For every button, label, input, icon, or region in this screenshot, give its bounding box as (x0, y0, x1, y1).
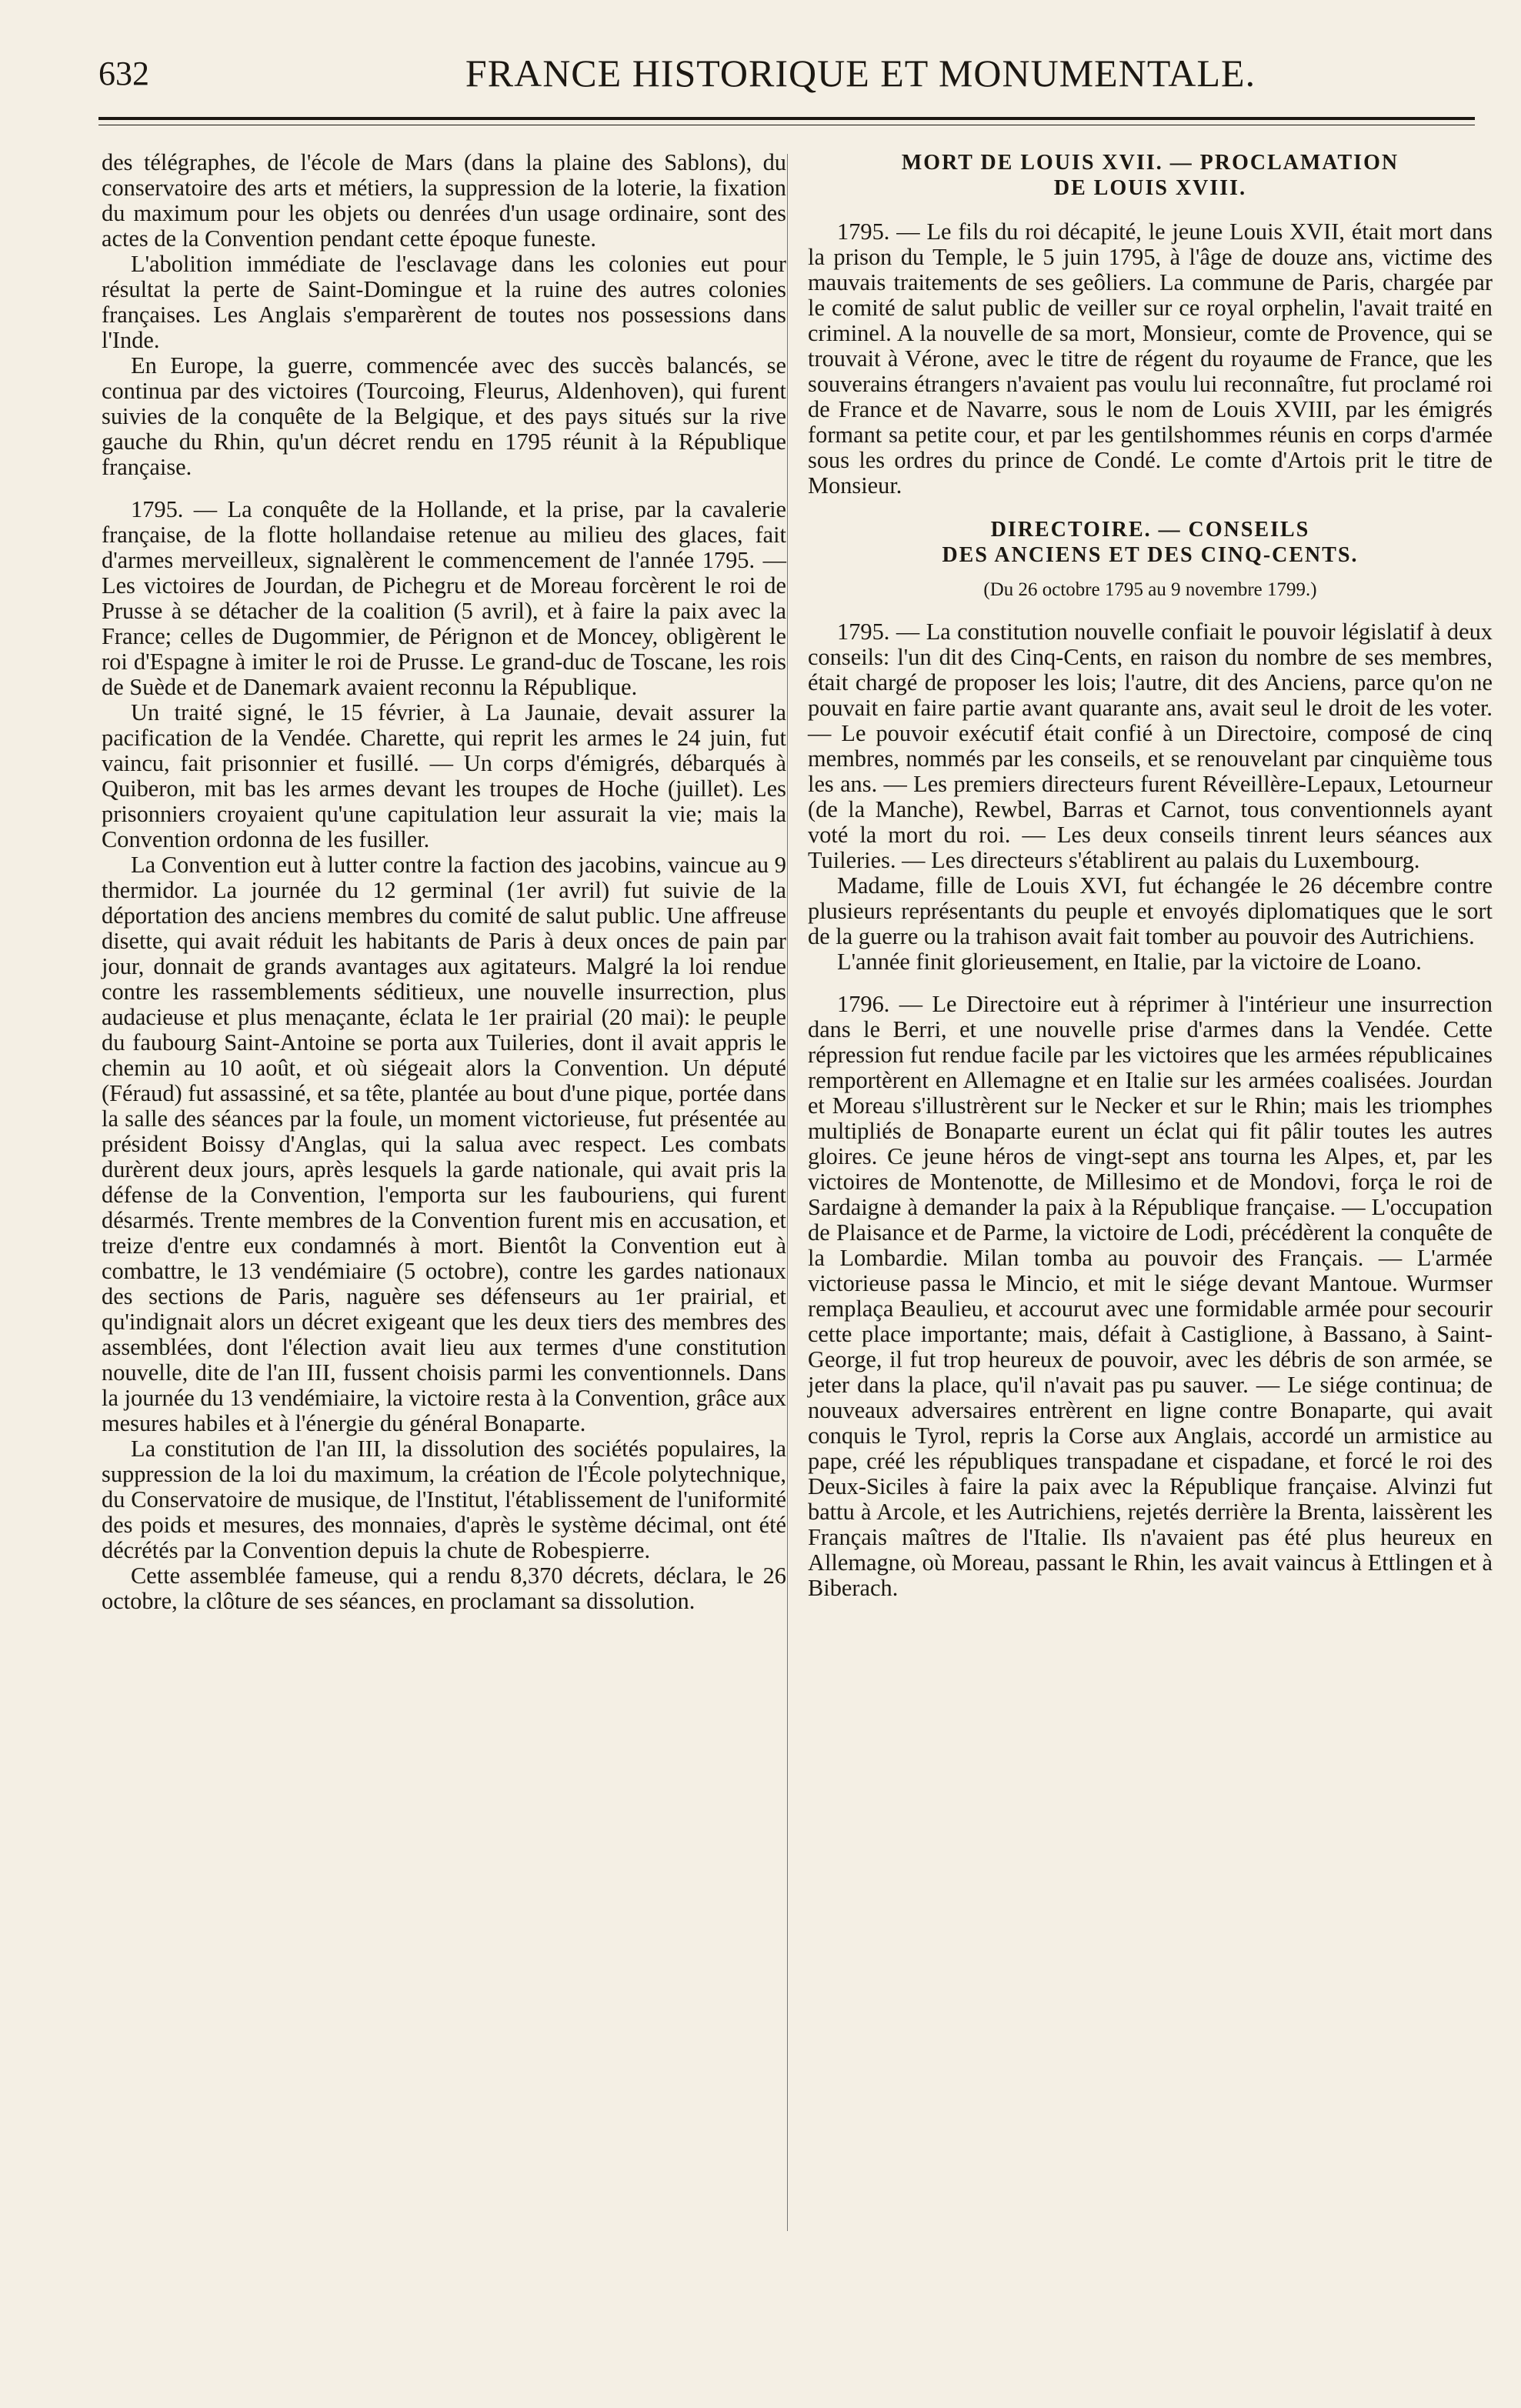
section-subheading: (Du 26 octobre 1795 au 9 novembre 1799.) (983, 579, 1317, 600)
paragraph: L'année finit glorieusement, en Italie, par la victoire de Loano. (837, 949, 1422, 975)
paragraph: 1795. — La constitution nouvelle confiait le pouvoir législatif à deux conseils: l'un dit des Cinq-Cents, en raison du nombre de ses membres, était chargé de proposer les lois; l'autre, dit des Anciens, parce qu'on ne pouvait en faire partie avant quarante ans, avait seul le droit de les voter. — Le pouvoir exécutif était confié à un Directoire, composé de cinq membres, nommés par les conseils, et se renouvelant par cinquième tous les ans. — Les premiers directeurs furent Réveillère-Lepaux, Letourneur (de la Manche), Rewbel, Barras et Carnot, tous conventionnels ayant voté la mort du roi. — Les deux conseils tinrent leurs séances aux Tuileries. — Les directeurs s'établirent au palais du Luxembourg. (808, 619, 1493, 873)
paragraph: L'abolition immédiate de l'esclavage dans les colonies eut pour résultat la perte de Saint-Domingue et la ruine des autres colonies françaises. Les Anglais s'emparèrent de toutes nos possessions dans l'Inde. (102, 251, 786, 353)
right-column (808, 150, 1493, 1601)
paragraph: La constitution de l'an III, la dissolution des sociétés populaires, la suppression de la loi du maximum, la création de l'École polytechnique, du Conservatoire de musique, de l'Institut, l'établissement de l'uniformité des poids et mesures, des monnaies, d'après le système décimal, ont été décrétés par la Convention depuis la chute de Robespierre. (102, 1436, 786, 1563)
left-column (102, 150, 786, 1614)
header-rule (98, 117, 1475, 120)
paragraph: 1795. — La conquête de la Hollande, et la prise, par la cavalerie française, de la flotte hollandaise retenue au milieu des glaces, fait d'armes merveilleux, signalèrent le commencement de l'année 1795. — Les victoires de Jourdan, de Pichegru et de Moreau forcèrent le roi de Prusse à se détacher de la coalition (5 avril), et à faire la paix avec la France; celles de Dugommier, de Pérignon et de Moncey, obligèrent le roi d'Espagne à imiter le roi de Prusse. Le grand-duc de Toscane, les rois de Suède et de Danemark avaient reconnu la République. (102, 496, 786, 700)
section-heading: DES ANCIENS ET DES CINQ-CENTS. (942, 543, 1359, 567)
paragraph: Un traité signé, le 15 février, à La Jaunaie, devait assurer la pacification de la Vendée. Charette, qui reprit les armes le 24 juin, fut vaincu, fait prisonnier et fusillé. — Un corps d'émigrés, débarqués à Quiberon, mit bas les armes devant les troupes de Hoche (juillet). Les prisonniers croyaient qu'une capitulation leur assurait la vie; mais la Convention ordonna de les fusiller. (102, 699, 786, 852)
section-heading: DE LOUIS XVIII. (1053, 176, 1247, 200)
section-heading: DIRECTOIRE. — CONSEILS (990, 518, 1310, 542)
paragraph: des télégraphes, de l'école de Mars (dans la plaine des Sablons), du conservatoire des arts et métiers, la suppression de la loterie, la fixation du maximum pour les objets ou denrées d'un usage ordinaire, sont des actes de la Convention pendant cette époque funeste. (102, 149, 786, 252)
page-title: FRANCE HISTORIQUE ET MONUMENTALE. (465, 52, 1256, 95)
paragraph: 1795. — Le fils du roi décapité, le jeune Louis XVII, était mort dans la prison du Temple, le 5 juin 1795, à l'âge de douze ans, victime des mauvais traitements de ses geôliers. La commune de Paris, chargée par le comité de salut public de veiller sur ce royal orphelin, l'avait traité en criminel. A la nouvelle de sa mort, Monsieur, comte de Provence, qui se trouvait à Vérone, avec le titre de régent du royaume de France, que les souverains étrangers n'avaient pas voulu lui reconnaître, fut proclamé roi de France et de Navarre, sous le nom de Louis XVIII, par les émigrés formant sa petite cour, et par les gentilshommes réunis en corps d'armée sous les ordres du prince de Condé. Le comte d'Artois prit le titre de Monsieur. (808, 218, 1493, 499)
page-number: 632 (98, 55, 149, 92)
paragraph: La Convention eut à lutter contre la faction des jacobins, vaincue au 9 thermidor. La journée du 12 germinal (1er avril) fut suivie de la déportation des anciens membres du comité de salut public. Une affreuse disette, qui avait réduit les habitants de Paris à deux onces de pain par jour, donnait de grands avantages aux agitateurs. Malgré la loi rendue contre les rassemblements séditieux, une nouvelle insurrection, plus audacieuse et plus menaçante, éclata le 1er prairial (20 mai): le peuple du faubourg Saint-Antoine se porta aux Tuileries, dont il avait appris le chemin au 10 août, et où siégeait alors la Convention. Un député (Féraud) fut assassiné, et sa tête, plantée au bout d'une pique, portée dans la salle des séances par la foule, un moment victorieuse, fut présentée au président Boissy d'Anglas, qui la salua avec respect. Les combats durèrent deux jours, après lesquels la garde nationale, qui avait pris la défense de la Convention, l'emporta sur les faubouriens, qui furent désarmés. Trente membres de la Convention furent mis en accusation, et treize d'entre eux condamnés à mort. Bientôt la Convention eut à combattre, le 13 vendémiaire (5 octobre), contre les gardes nationaux des sections de Paris, naguère ses défenseurs au 1er prairial, et qu'indignait alors un décret exigeant que les deux tiers des membres des assemblées, dont l'élection avait lieu aux termes d'une constitution nouvelle, dite de l'an III, fussent choisis parmi les conventionnels. Dans la journée du 13 vendémiaire, la victoire resta à la Convention, grâce aux mesures habiles et à l'énergie du général Bonaparte. (102, 852, 786, 1436)
paragraph: En Europe, la guerre, commencée avec des succès balancés, se continua par des victoires (Tourcoing, Fleurus, Aldenhoven), qui furent suivies de la conquête de la Belgique, et des pays situés sur la rive gauche du Rhin, qu'un décret rendu en 1795 réunit à la République française. (102, 352, 786, 480)
section-heading: MORT DE LOUIS XVII. — PROCLAMATION (901, 151, 1399, 175)
column-divider (787, 154, 788, 2231)
paragraph: Madame, fille de Louis XVI, fut échangée le 26 décembre contre plusieurs représentants du peuple et envoyés diplomatiques que le sort de la guerre ou la trahison avait fait tomber au pouvoir des Autrichiens. (808, 872, 1493, 949)
paragraph: 1796. — Le Directoire eut à réprimer à l'intérieur une insurrection dans le Berri, et une nouvelle prise d'armes dans la Vendée. Cette répression fut rendue facile par les victoires que les armées républicaines remportèrent en Allemagne et en Italie sur les armées coalisées. Jourdan et Moreau s'illustrèrent sur le Necker et sur le Rhin; mais les triomphes multipliés de Bonaparte eurent un éclat qui fit pâlir toutes les autres gloires. Ce jeune héros de vingt-sept ans tourna les Alpes, et, par les victoires de Montenotte, de Millesimo et de Mondovi, força le roi de Sardaigne à demander la paix à la République française. — L'occupation de Plaisance et de Parme, la victoire de Lodi, précédèrent la conquête de la Lombardie. Milan tomba au pouvoir des Français. — L'armée victorieuse passa le Mincio, et mit le siége devant Mantoue. Wurmser remplaça Beaulieu, et accourut avec une formidable armée pour secourir cette place importante; mais, défait à Castiglione, à Bassano, à Saint-George, il fut trop heureux de pouvoir, avec les débris de son armée, se jeter dans la place, qu'il n'avait pas pu sauver. — Le siége continua; de nouveaux adversaires entrèrent en ligne contre Bonaparte, qui avait conquis le Tyrol, repris la Corse aux Anglais, accordé un armistice au pape, créé les républiques transpadane et cispadane, et forcé le roi des Deux-Siciles à faire la paix avec la République française. Alvinzi fut battu à Arcole, et les Autrichiens, rejetés derrière la Brenta, laissèrent les Français maîtres de l'Italie. Ils n'avaient pas été plus heureux en Allemagne, où Moreau, passant le Rhin, les avait vaincus à Ettlingen et à Biberach. (808, 991, 1493, 1601)
paragraph: Cette assemblée fameuse, qui a rendu 8,370 décrets, déclara, le 26 octobre, la clôture de ses séances, en proclamant sa dissolution. (102, 1563, 786, 1614)
